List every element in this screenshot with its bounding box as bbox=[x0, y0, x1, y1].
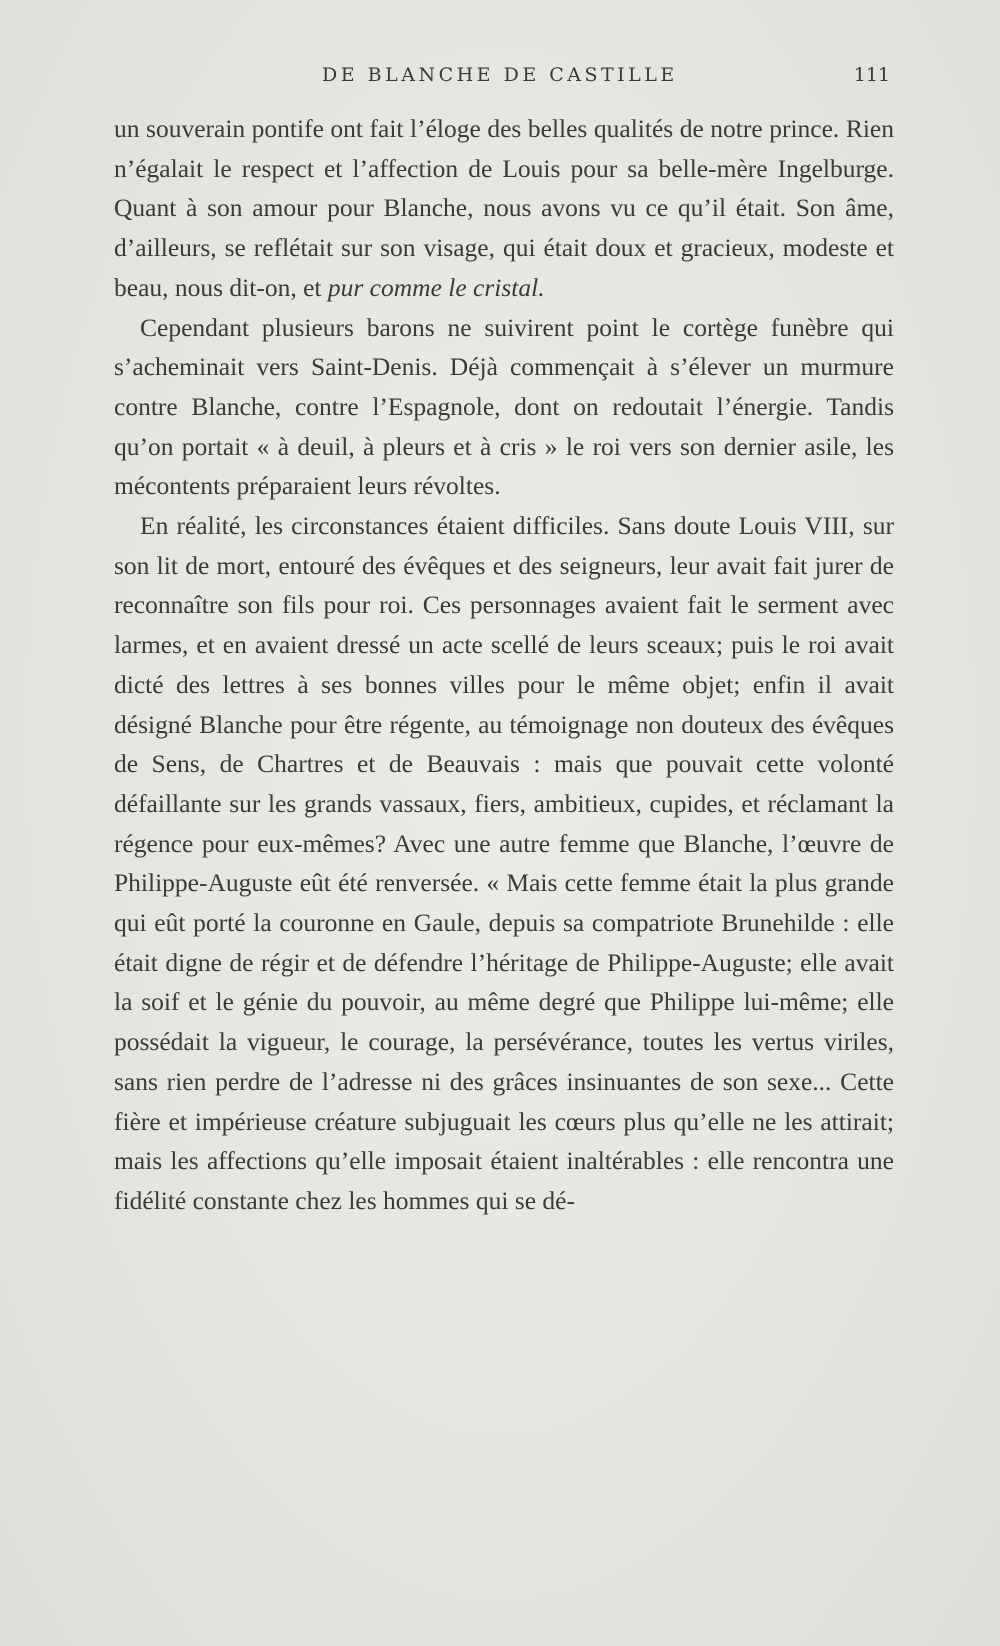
paragraph-1 bbox=[114, 109, 894, 308]
running-head bbox=[114, 64, 890, 92]
body-text bbox=[114, 109, 894, 1221]
paragraph-3: En réalité, les circonstances étaient difficiles. Sans doute Louis VIII, sur son lit de mort, entouré des évêques et des seigneurs, leur avait fait jurer de reconnaître son fils pour roi. Ces personnages avaient fait le serment avec larmes, et en avaient dressé un acte scellé de leurs sceaux; puis le roi avait dicté des lettres à ses bonnes villes pour le même objet; enfin il avait désigné Blanche pour être régente, au témoignage non douteux des évêques de Sens, de Chartres et de Beauvais : mais que pouvait cette volonté défaillante sur les grands vassaux, fiers, ambitieux, cupides, et réclamant la régence pour eux-mêmes? Avec une autre femme que Blanche, l’œuvre de Philippe-Auguste eût été renversée. « Mais cette femme était la plus grande qui eût porté la couronne en Gaule, depuis sa compatriote Brunehilde : elle était digne de régir et de défendre l’héritage de Philippe-Auguste; elle avait la soif et le génie du pouvoir, au même degré que Philippe lui-même; elle possédait la vigueur, le courage, la persévérance, toutes les vertus viriles, sans rien perdre de l’adresse ni des grâces insinuantes de son sexe... Cette fière et impérieuse créature subjuguait les cœurs plus qu’elle ne les attirait; mais les affections qu’elle imposait étaient inaltérables : elle rencontra une fidélité constante chez les hommes qui se dé- bbox=[114, 511, 894, 1215]
paragraph-2: Cependant plusieurs barons ne suivirent point le cortège funèbre qui s’acheminait vers Saint-Denis. Déjà commençait à s’élever un murmure contre Blanche, contre l’Espagnole, dont on redoutait l’énergie. Tandis qu’on portait « à deuil, à pleurs et à cris » le roi vers son dernier asile, les mécontents préparaient leurs révoltes. bbox=[114, 312, 894, 501]
running-title: DE BLANCHE DE CASTILLE bbox=[322, 64, 678, 86]
paragraph-1-italic: pur comme le cristal. bbox=[327, 272, 545, 302]
page-number: 111 bbox=[853, 64, 890, 86]
paragraph-1-text: un souverain pontife ont fait l’éloge des belles qualités de notre prince. Rien n’égalait le respect et l’affection de Louis pour sa belle-mère Ingelburge. Quant à son amour pour Blanche, nous avons vu ce qu’il était. Son âme, d’ailleurs, se reflétait sur son visage, qui était doux et gracieux, modeste et beau, nous dit-on, et bbox=[114, 114, 894, 302]
